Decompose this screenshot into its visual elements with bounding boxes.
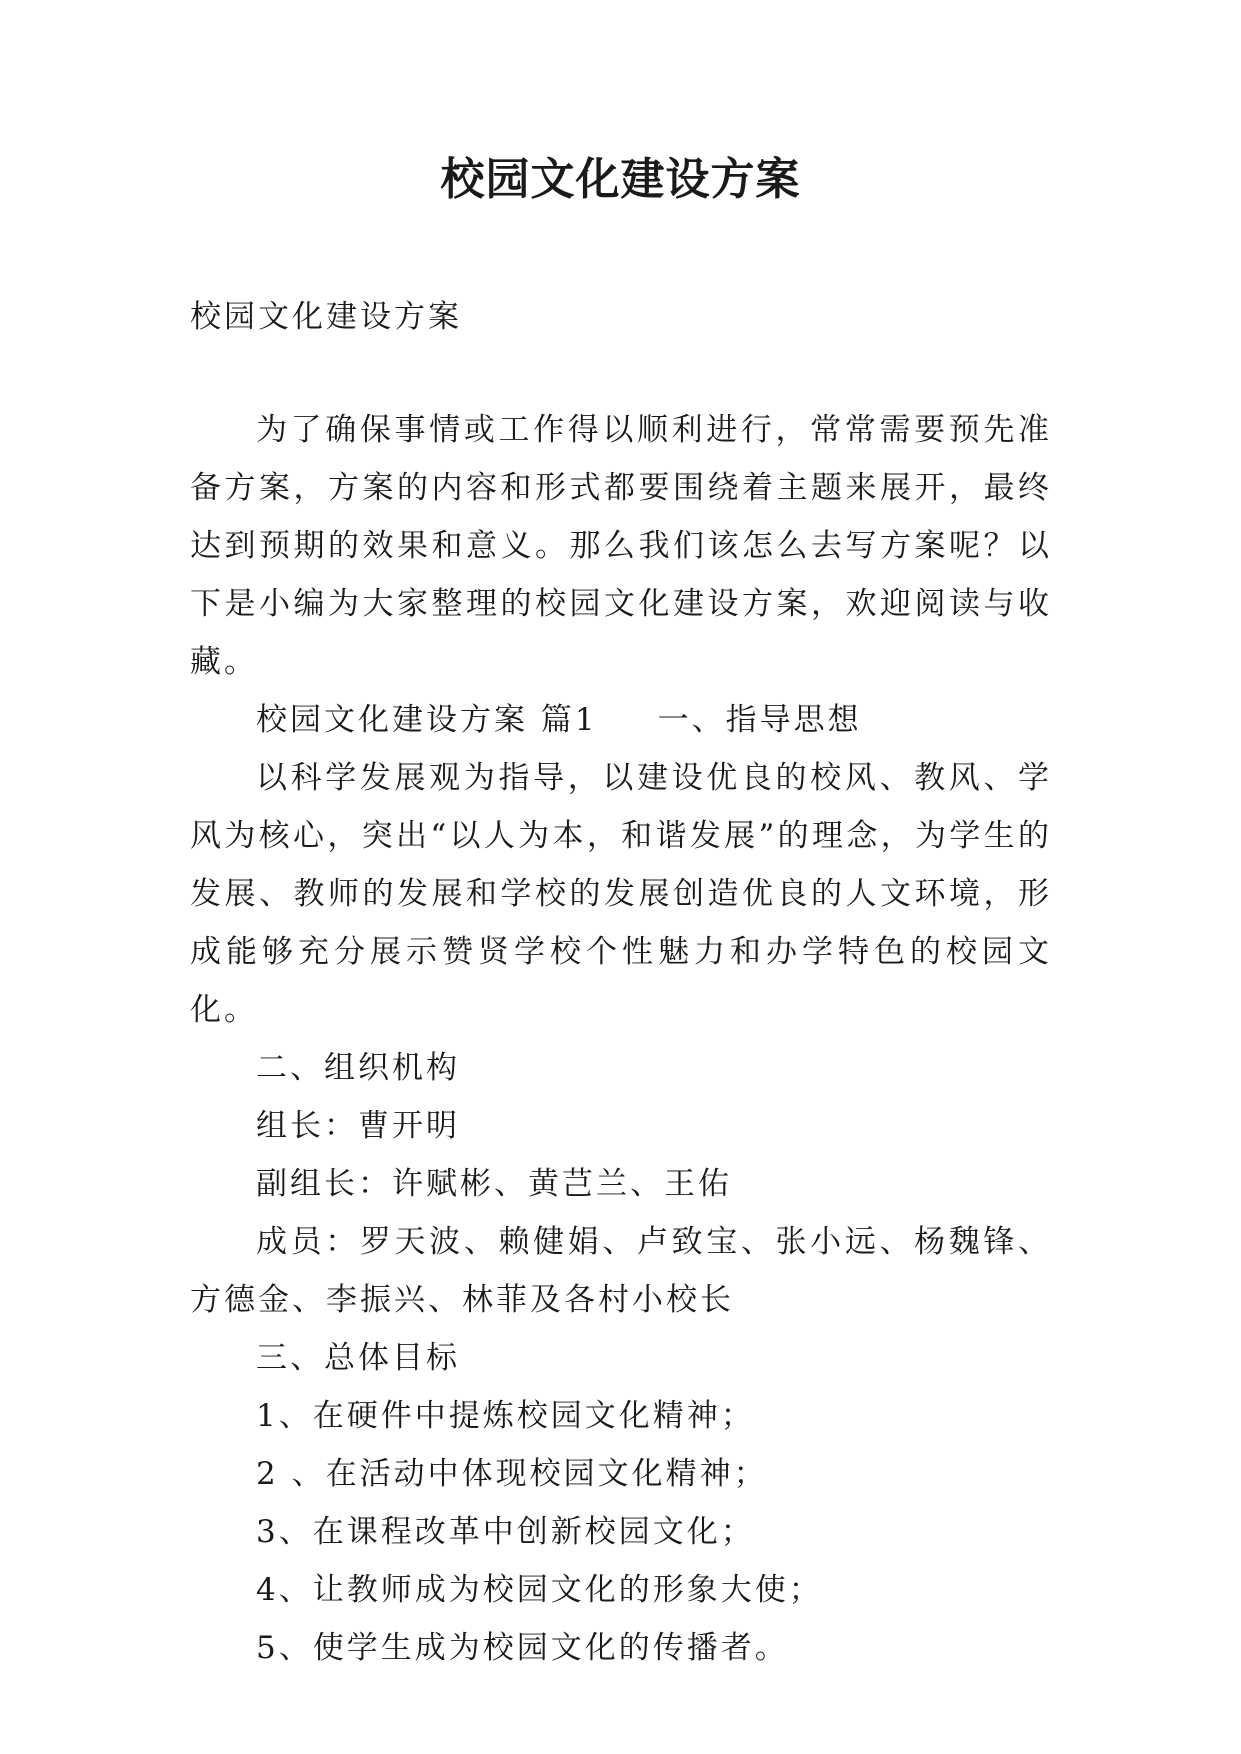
goal-item: 5、使学生成为校园文化的传播者。 — [256, 1630, 789, 1666]
members-line: 成员：罗天波、赖健娟、卢致宝、张小远、杨魏锋、方德金、李振兴、林菲及各村小校长 — [190, 1224, 1052, 1318]
goal-item: 1、在硬件中提炼校园文化精神； — [256, 1398, 755, 1434]
goal-item: 2 、在活动中体现校园文化精神； — [256, 1456, 768, 1492]
guiding-ideology-paragraph: 以科学发展观为指导，以建设优良的校风、教风、学风为核心，突出“以人为本，和谐发展”的理念，为学生的发展、教师的发展和学校的发展创造优良的人文环境，形成能够充分展示赞贤学校个性魅力和办学特色的校园文化。 — [190, 760, 1052, 1028]
deputy-leader-line: 副组长：许赋彬、黄芑兰、王佑 — [256, 1166, 732, 1202]
section-heading-overall-goals: 三、总体目标 — [256, 1340, 460, 1376]
document-title: 校园文化建设方案 — [440, 154, 801, 205]
section-heading-guiding-ideology: 一、指导思想 — [657, 702, 862, 738]
intro-paragraph: 为了确保事情或工作得以顺利进行，常常需要预先准备方案，方案的内容和形式都要围绕着主题来展开，最终达到预期的效果和意义。那么我们该怎么去写方案呢？以下是小编为大家整理的校园文化建设方案，欢迎阅读与收藏。 — [190, 412, 1052, 680]
document-body — [190, 401, 1052, 1677]
section-heading-organization: 二、组织机构 — [256, 1050, 460, 1086]
goal-item: 3、在课程改革中创新校园文化； — [256, 1514, 755, 1550]
document-subtitle: 校园文化建设方案 — [190, 299, 462, 335]
section-line — [190, 691, 1052, 749]
goal-item: 4、让教师成为校园文化的形象大使； — [256, 1572, 823, 1608]
group-leader-line: 组长：曹开明 — [256, 1108, 460, 1144]
part-label: 校园文化建设方案 篇1 — [256, 702, 598, 738]
